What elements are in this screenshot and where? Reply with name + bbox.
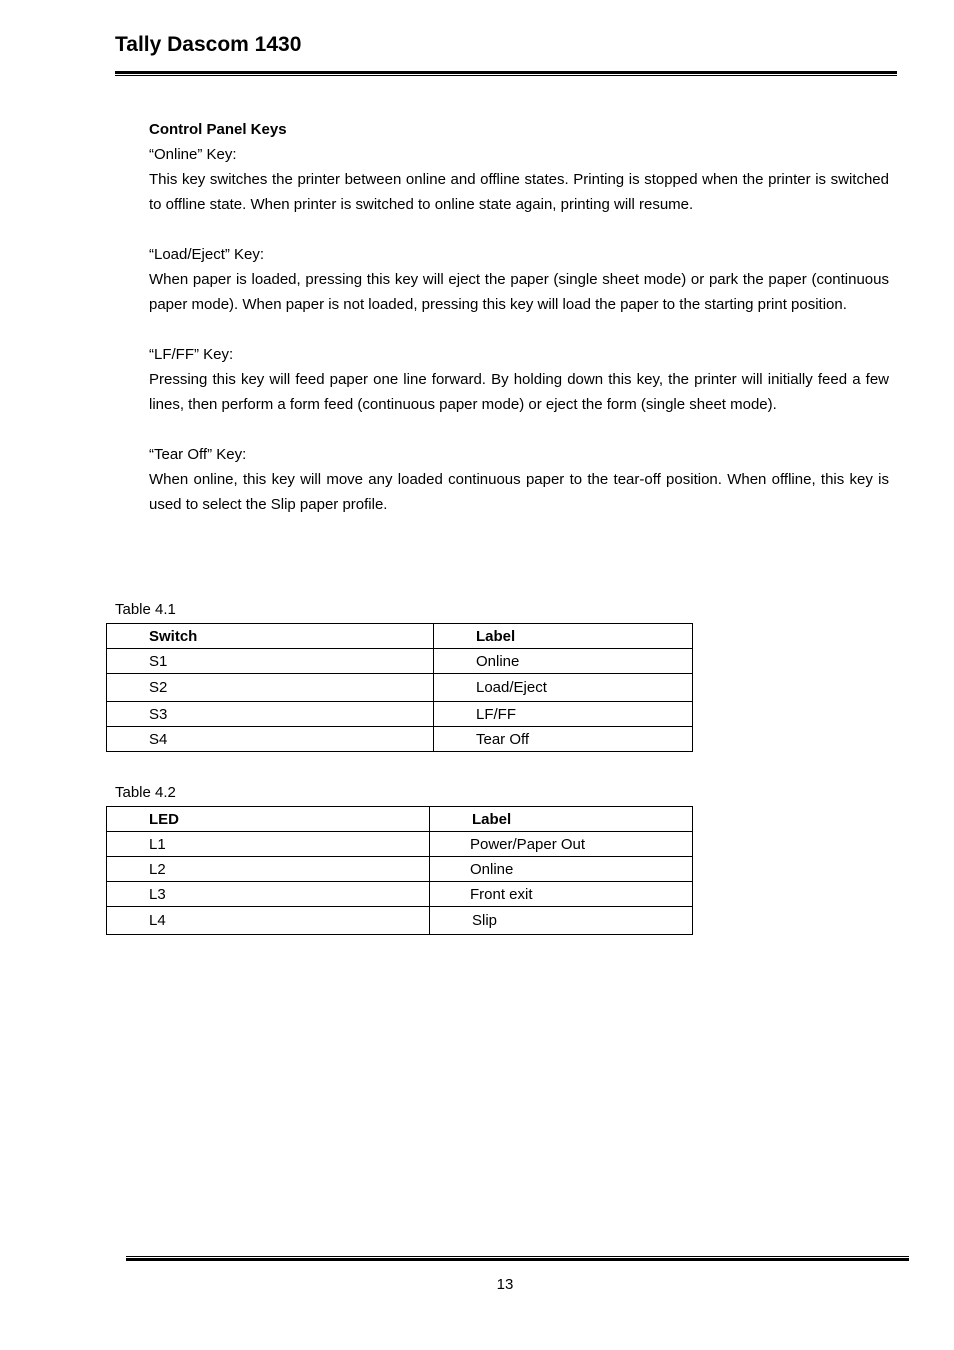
table-caption: Table 4.1	[115, 601, 176, 618]
table-cell: Slip	[430, 907, 693, 935]
key-name-load-eject: “Load/Eject” Key:	[149, 246, 265, 263]
table-header-cell: LED	[107, 807, 430, 832]
key-name-online: “Online” Key:	[149, 146, 237, 163]
table-cell: L1	[107, 832, 430, 857]
table-cell: Online	[434, 649, 693, 674]
table-header-cell: Switch	[107, 624, 434, 649]
table-header-row	[107, 807, 693, 832]
page-number: 13	[496, 1276, 514, 1293]
document-title: Tally Dascom 1430	[115, 33, 302, 56]
table-header-cell: Label	[434, 624, 693, 649]
key-description-tear-off: When online, this key will move any loaded continuous paper to the tear-off position. When offline, this key is used to select the Slip paper profile.	[149, 471, 889, 513]
led-table	[106, 806, 693, 935]
table-cell: L2	[107, 857, 430, 882]
header-rule-thin	[115, 75, 897, 76]
table-header-row	[107, 624, 693, 649]
table-cell: Tear Off	[434, 727, 693, 752]
footer-rule-thick	[126, 1258, 909, 1261]
control-panel-section	[149, 117, 889, 517]
table-cell: Front exit	[430, 882, 693, 907]
table-row	[107, 674, 693, 702]
header-rule-thick	[115, 71, 897, 74]
table-cell: S4	[107, 727, 434, 752]
key-name-tear-off: “Tear Off” Key:	[149, 446, 247, 463]
table-row	[107, 882, 693, 907]
table-cell: LF/FF	[434, 702, 693, 727]
table-cell: S3	[107, 702, 434, 727]
table-header-cell: Label	[430, 807, 693, 832]
table-row	[107, 832, 693, 857]
table-row	[107, 857, 693, 882]
key-description-lf-ff: Pressing this key will feed paper one line forward. By holding down this key, the printer will initially feed a few lines, then perform a form feed (continuous paper mode) or eject the form (single sheet mode).	[149, 371, 889, 413]
table-row	[107, 649, 693, 674]
table-row	[107, 907, 693, 935]
section-heading: Control Panel Keys	[149, 121, 287, 138]
table-cell: S2	[107, 674, 434, 702]
table-cell: Online	[430, 857, 693, 882]
table-caption: Table 4.2	[115, 784, 176, 801]
switch-table	[106, 623, 693, 752]
table-cell: Load/Eject	[434, 674, 693, 702]
table-row	[107, 727, 693, 752]
key-description-online: This key switches the printer between online and offline states. Printing is stopped when the printer is switched to offline state. When printer is switched to online state again, printing will resume.	[149, 171, 889, 213]
table-row	[107, 702, 693, 727]
table-cell: L4	[107, 907, 430, 935]
key-description-load-eject: When paper is loaded, pressing this key will eject the paper (single sheet mode) or park the paper (continuous paper mode). When paper is not loaded, pressing this key will load the paper to the starting print position.	[149, 271, 889, 313]
table-cell: S1	[107, 649, 434, 674]
footer-rule-thin	[126, 1256, 909, 1257]
key-name-lf-ff: “LF/FF” Key:	[149, 346, 234, 363]
table-cell: Power/Paper Out	[430, 832, 693, 857]
table-cell: L3	[107, 882, 430, 907]
